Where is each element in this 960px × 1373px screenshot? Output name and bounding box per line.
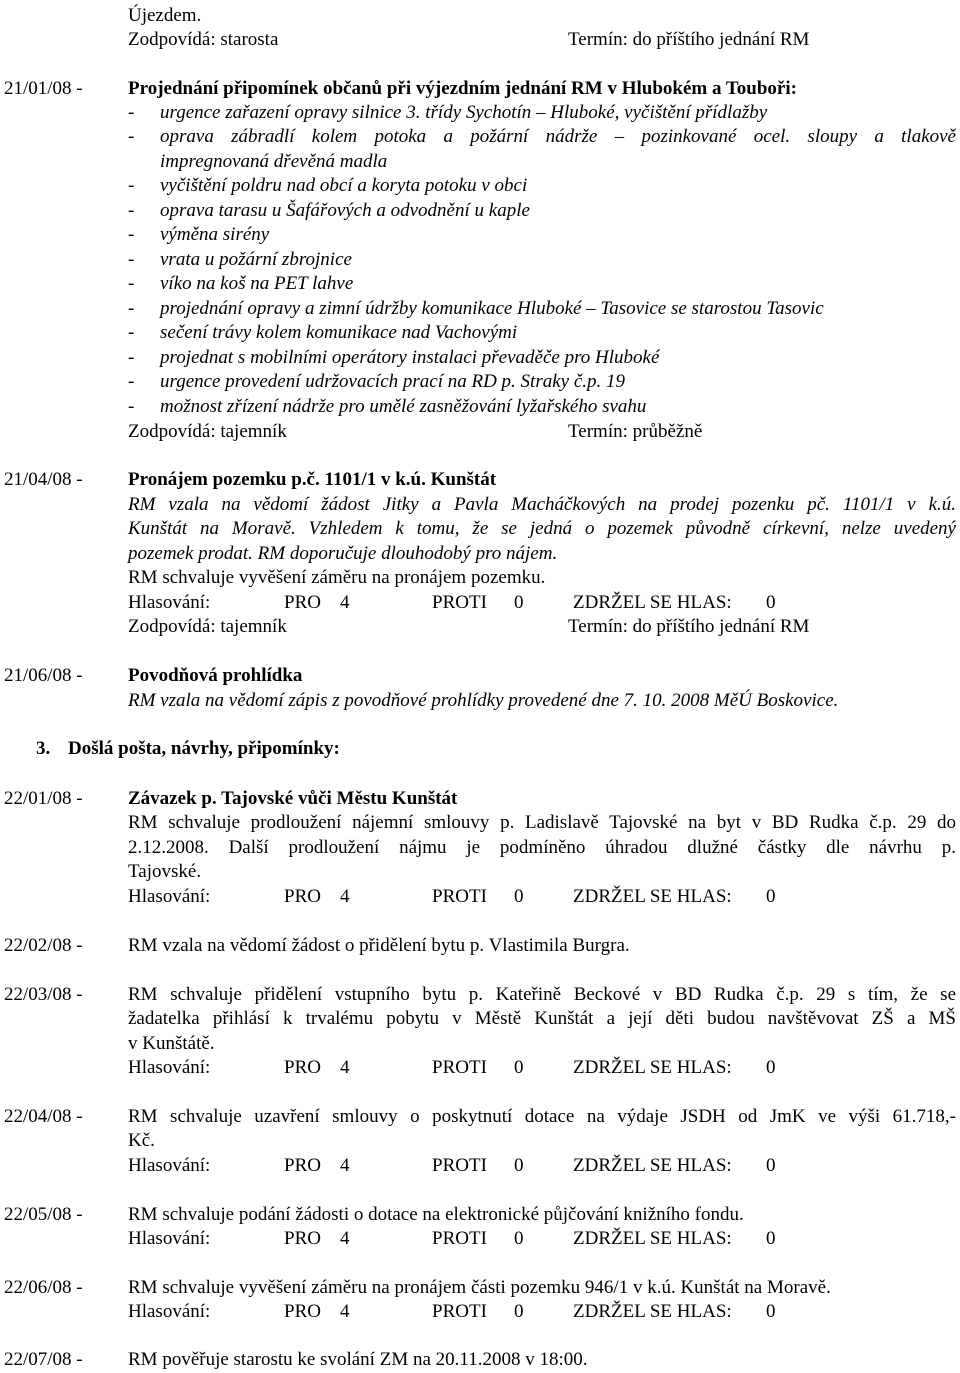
bullet-text: projednání opravy a zimní údržby komunikace Hluboké – Tasovice se starostou Tasovic bbox=[160, 298, 824, 319]
vote-zdrzel-label: ZDRŽEL SE HLAS: bbox=[573, 1057, 732, 1078]
section-title: Došlá pošta, návrhy, připomínky: bbox=[68, 738, 340, 759]
vote-pro-count: 4 bbox=[340, 592, 350, 613]
vote-zdrzel-count: 0 bbox=[766, 592, 776, 613]
deadline: Termín: průběžně bbox=[568, 421, 703, 442]
item-text-line: žadatelka přihlásí k trvalému pobytu v Městě Kunštát a její děti budou navštěvovat ZŠ a MŠ bbox=[128, 1008, 956, 1029]
item-title: Pronájem pozemku p.č. 1101/1 v k.ú. Kunštát bbox=[128, 469, 497, 490]
vote-pro-count: 4 bbox=[340, 1301, 350, 1322]
vote-zdrzel-label: ZDRŽEL SE HLAS: bbox=[573, 1155, 732, 1176]
item-number: 22/06/08 - bbox=[4, 1277, 83, 1298]
item-text-line: RM schvaluje přidělení vstupního bytu p. Kateřině Beckové v BD Rudka č.p. 29 s tím, že se bbox=[128, 984, 956, 1005]
vote-zdrzel-count: 0 bbox=[766, 1301, 776, 1322]
bullet-text: vrata u požární zbrojnice bbox=[160, 249, 352, 270]
bullet-text: sečení trávy kolem komunikace nad Vachovými bbox=[160, 322, 518, 343]
vote-pro-count: 4 bbox=[340, 1228, 350, 1249]
item-text-line: RM schvaluje vyvěšení záměru na pronájem pozemku. bbox=[128, 567, 546, 588]
vote-zdrzel-label: ZDRŽEL SE HLAS: bbox=[573, 1301, 732, 1322]
vote-zdrzel-count: 0 bbox=[766, 1228, 776, 1249]
item-text-line: Tajovské. bbox=[128, 861, 202, 882]
item-text-line: RM schvaluje vyvěšení záměru na pronájem části pozemku 946/1 v k.ú. Kunštát na Moravě. bbox=[128, 1277, 831, 1298]
item-text-line: RM schvaluje uzavření smlouvy o poskytnutí dotace na výdaje JSDH od JmK ve výši 61.718,- bbox=[128, 1106, 956, 1127]
bullet-dash: - bbox=[128, 224, 135, 245]
bullet-text: vyčištění poldru nad obcí a koryta potoku v obci bbox=[160, 175, 528, 196]
bullet-text: oprava tarasu u Šafářových a odvodnění u kaple bbox=[160, 200, 530, 221]
bullet-dash: - bbox=[128, 298, 135, 319]
item-number: 22/02/08 - bbox=[4, 935, 83, 956]
item-title: Závazek p. Tajovské vůči Městu Kunštát bbox=[128, 788, 458, 809]
vote-zdrzel-count: 0 bbox=[766, 1155, 776, 1176]
item-number: 21/01/08 - bbox=[4, 78, 83, 99]
vote-pro-label: PRO bbox=[284, 1057, 321, 1078]
bullet-dash: - bbox=[128, 200, 135, 221]
vote-proti-count: 0 bbox=[514, 1155, 524, 1176]
item-text-line: RM schvaluje podání žádosti o dotace na elektronické půjčování knižního fondu. bbox=[128, 1204, 744, 1225]
item-text-line: RM vzala na vědomí zápis z povodňové prohlídky provedené dne 7. 10. 2008 MěÚ Boskovice. bbox=[128, 690, 839, 711]
item-text-line: pozemek prodat. RM doporučuje dlouhodobý pro nájem. bbox=[128, 543, 558, 564]
vote-pro-count: 4 bbox=[340, 1155, 350, 1176]
bullet-dash: - bbox=[128, 322, 135, 343]
vote-pro-label: PRO bbox=[284, 1301, 321, 1322]
vote-zdrzel-label: ZDRŽEL SE HLAS: bbox=[573, 886, 732, 907]
bullet-text: víko na koš na PET lahve bbox=[160, 273, 354, 294]
item-number: 21/06/08 - bbox=[4, 665, 83, 686]
vote-label: Hlasování: bbox=[128, 1155, 211, 1176]
vote-zdrzel-label: ZDRŽEL SE HLAS: bbox=[573, 1228, 732, 1249]
vote-pro-count: 4 bbox=[340, 1057, 350, 1078]
bullet-text: projednat s mobilními operátory instalaci převaděče pro Hluboké bbox=[160, 347, 660, 368]
bullet-text: urgence provedení udržovacích prací na RD p. Straky č.p. 19 bbox=[160, 371, 626, 392]
vote-pro-count: 4 bbox=[340, 886, 350, 907]
bullet-dash: - bbox=[128, 126, 135, 147]
bullet-dash: - bbox=[128, 371, 135, 392]
bullet-dash: - bbox=[128, 102, 135, 123]
vote-proti-count: 0 bbox=[514, 592, 524, 613]
item-text-line: v Kunštátě. bbox=[128, 1033, 215, 1054]
bullet-dash: - bbox=[128, 249, 135, 270]
item-title: Projednání připomínek občanů při výjezdním jednání RM v Hlubokém a Touboři: bbox=[128, 78, 797, 99]
item-number: 22/03/08 - bbox=[4, 984, 83, 1005]
vote-label: Hlasování: bbox=[128, 592, 211, 613]
section-number: 3. bbox=[36, 738, 51, 759]
bullet-dash: - bbox=[128, 347, 135, 368]
deadline: Termín: do příštího jednání RM bbox=[568, 616, 810, 637]
item-text-line: RM pověřuje starostu ke svolání ZM na 20.11.2008 v 18:00. bbox=[128, 1349, 588, 1370]
vote-proti-label: PROTI bbox=[432, 592, 487, 613]
bullet-text: výměna sirény bbox=[160, 224, 270, 245]
vote-zdrzel-label: ZDRŽEL SE HLAS: bbox=[573, 592, 732, 613]
item-number: 22/07/08 - bbox=[4, 1349, 83, 1370]
vote-proti-count: 0 bbox=[514, 1228, 524, 1249]
item-number: 22/04/08 - bbox=[4, 1106, 83, 1127]
vote-proti-label: PROTI bbox=[432, 1301, 487, 1322]
item-text-line: Kunštát na Moravě. Vzhledem k tomu, že se jedná o pozemek původně církevní, nelze uvedený bbox=[128, 518, 956, 539]
bullet-dash: - bbox=[128, 175, 135, 196]
item-number: 22/01/08 - bbox=[4, 788, 83, 809]
item-text-line: RM vzala na vědomí žádost o přidělení bytu p. Vlastimila Burgra. bbox=[128, 935, 630, 956]
vote-pro-label: PRO bbox=[284, 886, 321, 907]
vote-pro-label: PRO bbox=[284, 1228, 321, 1249]
vote-label: Hlasování: bbox=[128, 1057, 211, 1078]
vote-zdrzel-count: 0 bbox=[766, 1057, 776, 1078]
responsible: Zodpovídá: tajemník bbox=[128, 421, 287, 442]
item-text-line: Kč. bbox=[128, 1130, 155, 1151]
vote-proti-label: PROTI bbox=[432, 1155, 487, 1176]
vote-proti-count: 0 bbox=[514, 886, 524, 907]
vote-proti-count: 0 bbox=[514, 1057, 524, 1078]
vote-pro-label: PRO bbox=[284, 592, 321, 613]
responsible-starosta: Zodpovídá: starosta bbox=[128, 29, 279, 50]
vote-proti-label: PROTI bbox=[432, 1057, 487, 1078]
deadline-next-meeting: Termín: do příštího jednání RM bbox=[568, 29, 810, 50]
bullet-text: možnost zřízení nádrže pro umělé zasněžování lyžařského svahu bbox=[160, 396, 647, 417]
vote-zdrzel-count: 0 bbox=[766, 886, 776, 907]
vote-label: Hlasování: bbox=[128, 886, 211, 907]
bullet-text: oprava zábradlí kolem potoka a požární nádrže – pozinkované ocel. sloupy a tlakově bbox=[160, 126, 956, 147]
item-text-line: RM schvaluje prodloužení nájemní smlouvy p. Ladislavě Tajovské na byt v BD Rudka č.p. 29 do bbox=[128, 812, 956, 833]
intro-line: Újezdem. bbox=[128, 5, 202, 26]
item-number: 21/04/08 - bbox=[4, 469, 83, 490]
bullet-text: urgence zařazení opravy silnice 3. třídy Sychotín – Hluboké, vyčištění přídlažby bbox=[160, 102, 768, 123]
vote-proti-count: 0 bbox=[514, 1301, 524, 1322]
bullet-dash: - bbox=[128, 396, 135, 417]
vote-proti-label: PROTI bbox=[432, 1228, 487, 1249]
vote-label: Hlasování: bbox=[128, 1228, 211, 1249]
vote-proti-label: PROTI bbox=[432, 886, 487, 907]
vote-label: Hlasování: bbox=[128, 1301, 211, 1322]
bullet-dash: - bbox=[128, 273, 135, 294]
responsible: Zodpovídá: tajemník bbox=[128, 616, 287, 637]
bullet-text-continuation: impregnovaná dřevěná madla bbox=[160, 151, 388, 172]
vote-pro-label: PRO bbox=[284, 1155, 321, 1176]
item-title: Povodňová prohlídka bbox=[128, 665, 303, 686]
item-number: 22/05/08 - bbox=[4, 1204, 83, 1225]
item-text-line: RM vzala na vědomí žádost Jitky a Pavla Macháčkových na prodej pozenku pč. 1101/1 v k.ú. bbox=[128, 494, 956, 515]
item-text-line: 2.12.2008. Další prodloužení nájmu je podmíněno úhradou dlužné částky dle návrhu p. bbox=[128, 837, 956, 858]
